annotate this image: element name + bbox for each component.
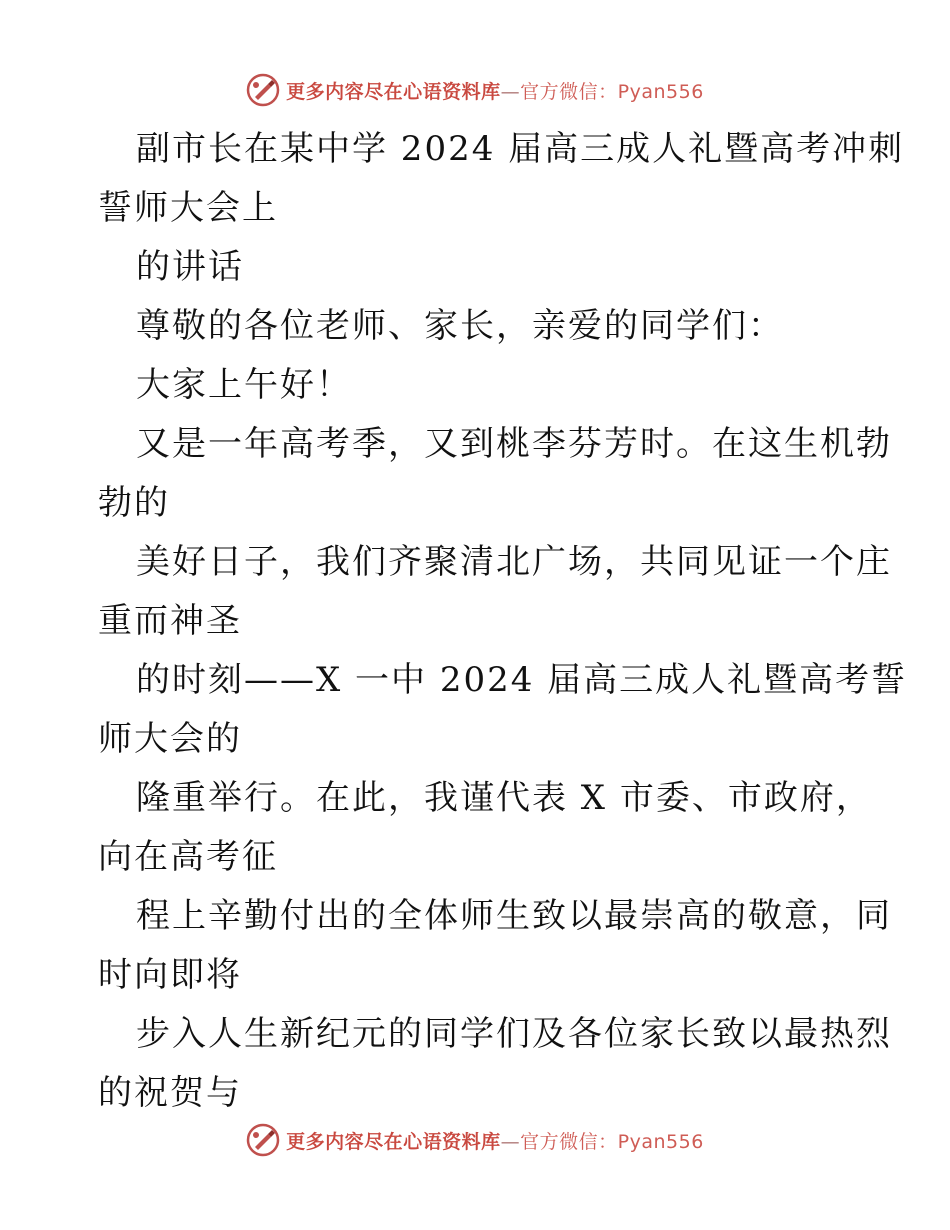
banner-main-text: 更多内容尽在心语资料库 <box>286 80 501 103</box>
logo-icon <box>246 73 280 107</box>
paragraph-line: 美好日子，我们齐聚清北广场，共同见证一个庄 <box>136 542 892 582</box>
paragraph-line: 的时刻——X 一中 2024 届高三成人礼暨高考誓 <box>136 660 908 700</box>
banner-main-text: 更多内容尽在心语资料库 <box>286 1130 501 1153</box>
paragraph-line: 向在高考征 <box>98 837 278 877</box>
title-line-2: 誓师大会上 <box>98 188 278 228</box>
paragraph-line: 步入人生新纪元的同学们及各位家长致以最热烈 <box>136 1014 892 1054</box>
footer-banner <box>0 1120 950 1160</box>
document-body <box>98 120 908 1123</box>
paragraph-line: 勃的 <box>98 483 170 523</box>
paragraph-line: 时向即将 <box>98 955 242 995</box>
title-line-3: 的讲话 <box>136 247 244 287</box>
header-banner <box>0 70 950 110</box>
paragraph-line: 又是一年高考季，又到桃李芬芳时。在这生机勃 <box>136 424 892 464</box>
paragraph-line: 隆重举行。在此，我谨代表 X 市委、市政府， <box>136 778 872 818</box>
paragraph-line: 的祝贺与 <box>98 1073 242 1113</box>
banner-wechat-text: 官方微信：Pyan556 <box>520 1130 704 1153</box>
paragraph-line: 程上辛勤付出的全体师生致以最崇高的敬意，同 <box>136 896 892 936</box>
paragraph-line: 师大会的 <box>98 719 242 759</box>
logo-icon <box>246 1123 280 1157</box>
title-line-1: 副市长在某中学 2024 届高三成人礼暨高考冲刺 <box>136 129 905 169</box>
salutation: 尊敬的各位老师、家长，亲爱的同学们： <box>136 306 784 346</box>
paragraph-line: 重而神圣 <box>98 601 242 641</box>
banner-separator: — <box>500 80 521 103</box>
greeting: 大家上午好！ <box>136 365 352 405</box>
banner-wechat-text: 官方微信：Pyan556 <box>520 80 704 103</box>
banner-separator: — <box>500 1130 521 1153</box>
